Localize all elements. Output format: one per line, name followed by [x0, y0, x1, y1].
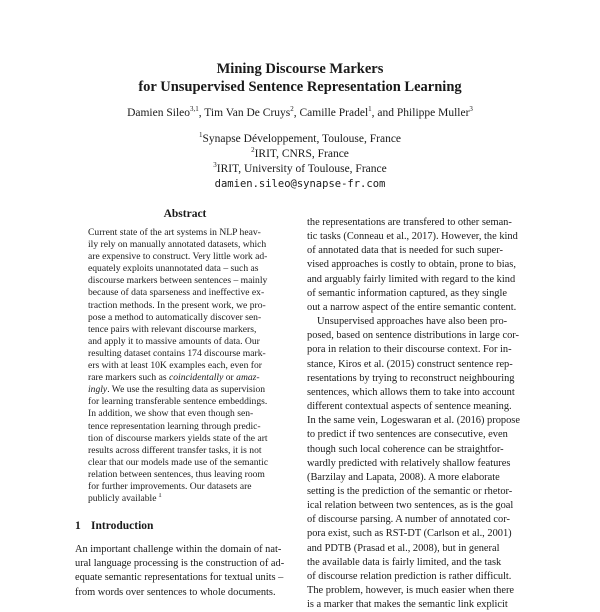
- text-line: stance, Kiros et al. (2015) construct sentence rep-: [307, 358, 513, 370]
- author-name: Philippe Muller: [396, 107, 470, 119]
- text-line: pora exist, such as RST-DT (Carlson et al., 2001): [307, 528, 512, 540]
- text-line: ical relation between two sentences, as is the goal: [307, 500, 514, 512]
- text-line: for further improvements. Our datasets are: [88, 480, 252, 492]
- affil-text: IRIT, CNRS, France: [254, 148, 349, 160]
- affiliation-line: [0, 162, 600, 177]
- text-line: relation between sentences, thus leaving room: [88, 468, 265, 480]
- abstract-heading: Abstract: [163, 208, 207, 220]
- text-line: though such local coherence can be straightfor-: [307, 443, 504, 455]
- text-line: discourse markers between sentences – mainly: [88, 275, 268, 287]
- text-line: the available data is fairly limited, and the task: [307, 556, 502, 568]
- text-line: sentences, which allows them to take into account: [307, 386, 515, 398]
- text-line: of semantic information captured, as they single: [307, 287, 507, 299]
- text-line: of discourse parsing. A number of annotated cor-: [307, 514, 510, 526]
- author-name: Tim Van De Cruys: [204, 107, 291, 119]
- text-line: out a narrow aspect of the entire semantic content.: [307, 301, 517, 313]
- abstract-body: [88, 227, 284, 505]
- text-line: tion of discourse markers yields state of the art: [88, 432, 268, 444]
- text-line: posed, based on sentence distributions in large cor-: [307, 330, 519, 342]
- author-name: Damien Sileo: [127, 107, 190, 119]
- affiliation-line: [0, 147, 600, 162]
- text-line: for learning transferable sentence embeddings.: [88, 396, 268, 408]
- section-number: 1: [75, 520, 81, 532]
- text-line: An important challenge within the domain of nat-: [75, 544, 282, 555]
- text-line: vised approaches is costly to obtain, prone to bias,: [307, 259, 516, 271]
- text-line: and PDTB (Prasad et al., 2008), but in general: [307, 542, 500, 554]
- text-line: Current state of the art systems in NLP heav-: [88, 227, 261, 238]
- text-line: and apply it to massive amounts of data. Our: [88, 335, 260, 347]
- affil-text: IRIT, University of Toulouse, France: [216, 163, 387, 175]
- affil-text: Synapse Développement, Toulouse, France: [202, 133, 402, 145]
- text-line: the representations are transfered to other seman-: [307, 217, 512, 228]
- text-line: pose a method to automatically discover sen-: [88, 311, 262, 323]
- text-line: of discourse relation prediction is rather difficult.: [307, 570, 512, 582]
- text-line: ingly. We use the resulting data as supervision: [88, 384, 266, 396]
- text-line: tence pairs with relevant discourse markers,: [88, 323, 257, 335]
- introduction-body: [75, 543, 295, 600]
- text-line: from words over sentences to whole documents.: [75, 586, 276, 598]
- text-line: to predict if two sentences are consecutive, even: [307, 429, 508, 441]
- section-heading-introduction: [75, 519, 153, 533]
- paper-title: [0, 60, 600, 96]
- right-column-body: [307, 216, 532, 612]
- text-line: of annotated data that is needed for such super-: [307, 245, 503, 257]
- author-list: Damien Sileo$^{3,1}$, Tim Van De Cruys$^2$, Camille Pradel$^1$, and Philippe Muller$^3$: [127, 105, 473, 119]
- affil-mark: 2: [251, 146, 255, 155]
- text-line: ural language processing is the construction of ad-: [75, 558, 285, 570]
- text-line: rare markers such as coincidentally or amaz-: [88, 372, 260, 384]
- text-line: is a marker that makes the semantic link explicit: [307, 599, 508, 611]
- text-line: pora in relation to their discourse context. For in-: [307, 344, 512, 356]
- text-line: ers with at least 10K examples each, even for: [88, 360, 262, 372]
- affiliations: [0, 132, 600, 192]
- text-line: tence representation learning through predic-: [88, 420, 261, 432]
- section-title: Introduction: [91, 520, 154, 532]
- text-line: resulting dataset contains 174 discourse mark-: [88, 347, 266, 359]
- author-affil-mark: 1: [368, 105, 372, 114]
- text-line: results across different transfer tasks, it is not: [88, 444, 262, 456]
- text-line: (Barzilay and Lapata, 2008). A more elaborate: [307, 471, 500, 483]
- text-line: publicly available $^1$: [88, 493, 284, 505]
- title-line-1: Mining Discourse Markers: [216, 61, 384, 77]
- author-name: Camille Pradel: [299, 107, 369, 119]
- text-line: clear that our models made use of the semantic: [88, 456, 269, 468]
- text-line: traction methods. In the present work, we pro-: [88, 299, 266, 311]
- author-affil-mark: 2: [290, 105, 294, 114]
- text-line: different contextual aspects of sentence meaning.: [307, 401, 512, 413]
- author-email[interactable]: damien.sileo@synapse-fr.com: [214, 178, 386, 190]
- text-line: equate semantic representations for textual units –: [75, 572, 284, 584]
- affil-mark: 1: [198, 131, 203, 140]
- text-line: tic tasks (Conneau et al., 2017). However, the kind: [307, 231, 518, 243]
- text-line: because of data sparseness and ineffective ex-: [88, 287, 265, 299]
- text-line: ily rely on manually annotated datasets, which: [88, 239, 267, 251]
- text-line: are expensive to construct. Very little work ad-: [88, 251, 268, 263]
- text-line: wardly predicted with relatively shallow features: [307, 457, 511, 469]
- text-line: In addition, we show that even though sen-: [88, 408, 254, 420]
- footnote-mark: 1: [156, 493, 162, 499]
- title-line-2: for Unsupervised Sentence Representation Learning: [138, 79, 462, 95]
- affiliation-line: [0, 132, 600, 147]
- author-affil-mark: 3,1: [190, 105, 199, 114]
- author-affil-mark: 3: [469, 105, 473, 114]
- text-line: The problem, however, is much easier when there: [307, 585, 515, 597]
- text-line: setting is the prediction of the semantic or rhetor-: [307, 485, 513, 497]
- text-line: resentations by trying to reconstruct neighbouring: [307, 372, 515, 384]
- text-line: Unsupervised approaches have also been pro-: [317, 316, 508, 328]
- text-line: and arguably fairly limited with regard to the kind: [307, 273, 516, 285]
- text-line: In the same vein, Logeswaran et al. (2016) propose: [307, 415, 520, 427]
- text-line: equately exploits unannotated data – such as: [88, 263, 259, 275]
- affil-mark: 3: [213, 161, 217, 170]
